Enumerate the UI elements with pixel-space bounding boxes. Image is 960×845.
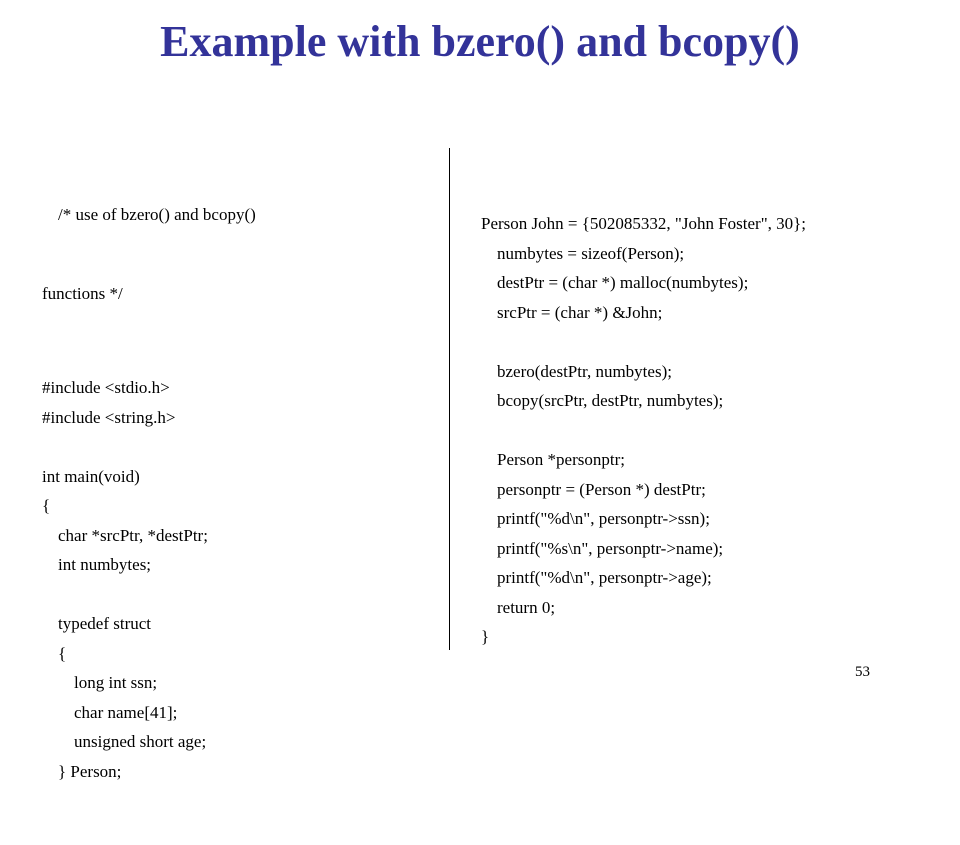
right-code-line: Person *personptr; (497, 450, 625, 469)
left-code-line: char *srcPtr, *destPtr; (58, 525, 208, 545)
right-blank-line (481, 416, 806, 446)
right-code-line: printf("%d\n", personptr->ssn); (497, 509, 710, 528)
left-code-line: int numbytes; (58, 555, 152, 574)
right-code-lines (481, 209, 806, 652)
left-code-line: long int ssn; (74, 673, 158, 692)
left-blank-line (42, 580, 256, 610)
left-code-line: char name[41]; (74, 702, 178, 722)
right-code-line: printf("%s\n", personptr->name); (497, 538, 724, 558)
left-code-line: unsigned short age; (74, 732, 207, 751)
left-code-line: #include <string.h> (42, 407, 176, 427)
left-code-line: typedef struct (58, 614, 151, 633)
column-divider (449, 148, 450, 650)
left-code-line: #include <stdio.h> (42, 378, 170, 397)
right-code-line: srcPtr = (char *) &John; (497, 302, 663, 322)
left-blank-line (42, 432, 256, 462)
right-code-line: bcopy(srcPtr, destPtr, numbytes); (497, 391, 724, 410)
left-code-line: { (58, 643, 67, 663)
left-code-line: int main(void) (42, 466, 140, 486)
right-blank-line (481, 327, 806, 357)
right-code-block (481, 150, 806, 711)
page-number: 53 (855, 664, 870, 680)
right-code-line: printf("%d\n", personptr->age); (497, 568, 712, 587)
right-code-line: return 0; (497, 597, 556, 617)
left-code-lines (42, 373, 256, 786)
code-comment-line-2: functions */ (42, 284, 123, 303)
left-code-line: { (42, 496, 51, 515)
left-code-line: } Person; (58, 761, 122, 781)
right-code-line: Person John = {502085332, "John Foster", 30}; (481, 214, 807, 233)
slide-title: Example with bzero() and bcopy() (160, 17, 800, 66)
left-code-block (42, 146, 256, 845)
right-code-line: } (481, 627, 490, 646)
right-code-line: personptr = (Person *) destPtr; (497, 479, 706, 499)
right-code-line: destPtr = (char *) malloc(numbytes); (497, 273, 749, 292)
right-code-line: numbytes = sizeof(Person); (497, 243, 685, 263)
code-comment-line-1: /* use of bzero() and bcopy() (58, 205, 256, 224)
right-code-line: bzero(destPtr, numbytes); (497, 361, 672, 381)
